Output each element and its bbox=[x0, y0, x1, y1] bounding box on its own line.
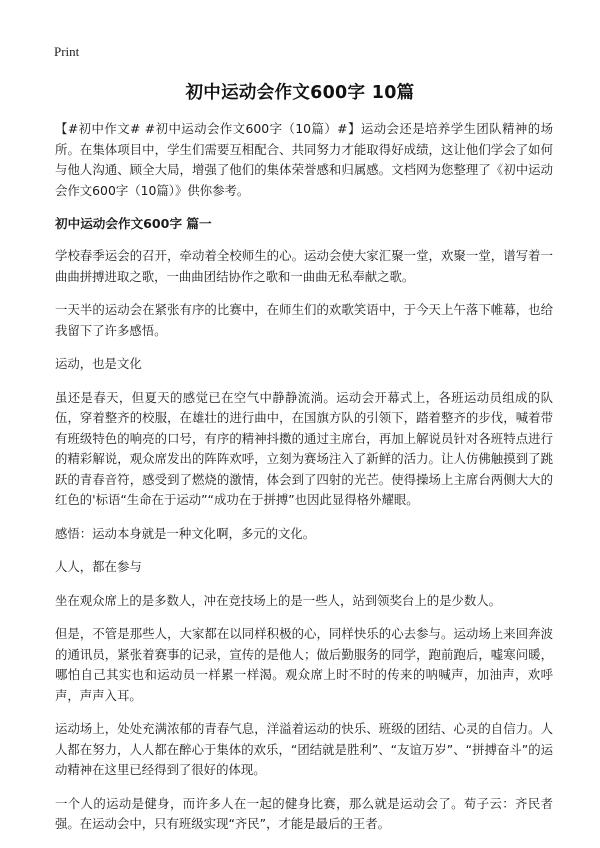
section-heading: 初中运动会作文600字 篇一 bbox=[55, 216, 212, 231]
paragraph-4: 感悟：运动本身就是一种文化啊，多元的文化。 bbox=[55, 525, 316, 541]
print-label[interactable]: Print bbox=[54, 44, 80, 59]
intro-paragraph: 【#初中作文# #初中运动会作文600字（10篇）#】运动会还是培养学生团队精神的场所。在集体项目中，学生们需要互相配合、共同努力才能取得好成绩，这让他们学会了如何与他人沟通、顾全大局，增强了他们的集体荣誉感和归属感。文档网为您整理了《初中运动会作文600字（10篇）》供你参考。 bbox=[55, 121, 553, 198]
document-title: 初中运动会作文600字 10篇 bbox=[185, 83, 415, 103]
document-body bbox=[55, 119, 553, 848]
subheading-culture: 运动，也是文化 bbox=[55, 356, 142, 371]
paragraph-7: 运动场上，处处充满浓郁的青春气息，洋溢着运动的快乐、班级的团结、心灵的自信力。人人都在努力，人人都在醉心于集体的欢乐，“团结就是胜利”、“友谊万岁”、“拼搏奋斗”的运动精神在这里已经得到了很好的体现。 bbox=[55, 721, 553, 777]
paragraph-5: 坐在观众席上的是多数人，冲在竞技场上的是一些人，站到领奖台上的是少数人。 bbox=[55, 592, 502, 608]
paragraph-1: 学校春季运会的召开，牵动着全校师生的心。运动会使大家汇聚一堂，欢聚一堂，谱写着一曲曲拼搏进取之歌，一曲曲团结协作之歌和一曲曲无私奉献之歌。 bbox=[55, 248, 553, 284]
paragraph-3: 虽还是春天，但夏天的感觉已在空气中静静流淌。运动会开幕式上，各班运动员组成的队伍，穿着整齐的校服，在雄壮的进行曲中，在国旗方队的引领下，踏着整齐的步伐，喊着带有班级特色的响亮的口号，有序的精神抖擞的通过主席台，再加上解说员针对各班特点进行的精彩解说，观众席发出的阵阵欢呼，立刻为赛场注入了新鲜的活力。让人仿佛触摸到了跳跃的青春音符，感受到了燃烧的激情，体会到了四射的光芒。使得操场上主席台两侧大大的红色的'标语“生命在于运动”“成功在于拼搏”也因此显得格外耀眼。 bbox=[55, 389, 553, 507]
subheading-participation: 人人，都在参与 bbox=[55, 559, 142, 574]
paragraph-2: 一天半的运动会在紧张有序的比赛中，在师生们的欢歌笑语中，于今天上午落下帷幕，也给我留下了许多感悟。 bbox=[55, 302, 553, 338]
paragraph-8: 一个人的运动是健身，而许多人在一起的健身比赛，那么就是运动会了。荀子云：齐民者强。在运动会中，只有班级实现“齐民”，才能是最后的王者。 bbox=[55, 795, 553, 831]
paragraph-6: 但是，不管是那些人，大家都在以同样积极的心，同样快乐的心去参与。运动场上来回奔波的通讯员，紧张着赛事的记录，宣传的是他人；做后勤服务的同学，跑前跑后，嘘寒问暖，哪怕自己其实也和运动员一样累一样渴。观众席上时不时的传来的呐喊声，加油声，欢呼声，声声入耳。 bbox=[55, 626, 553, 703]
